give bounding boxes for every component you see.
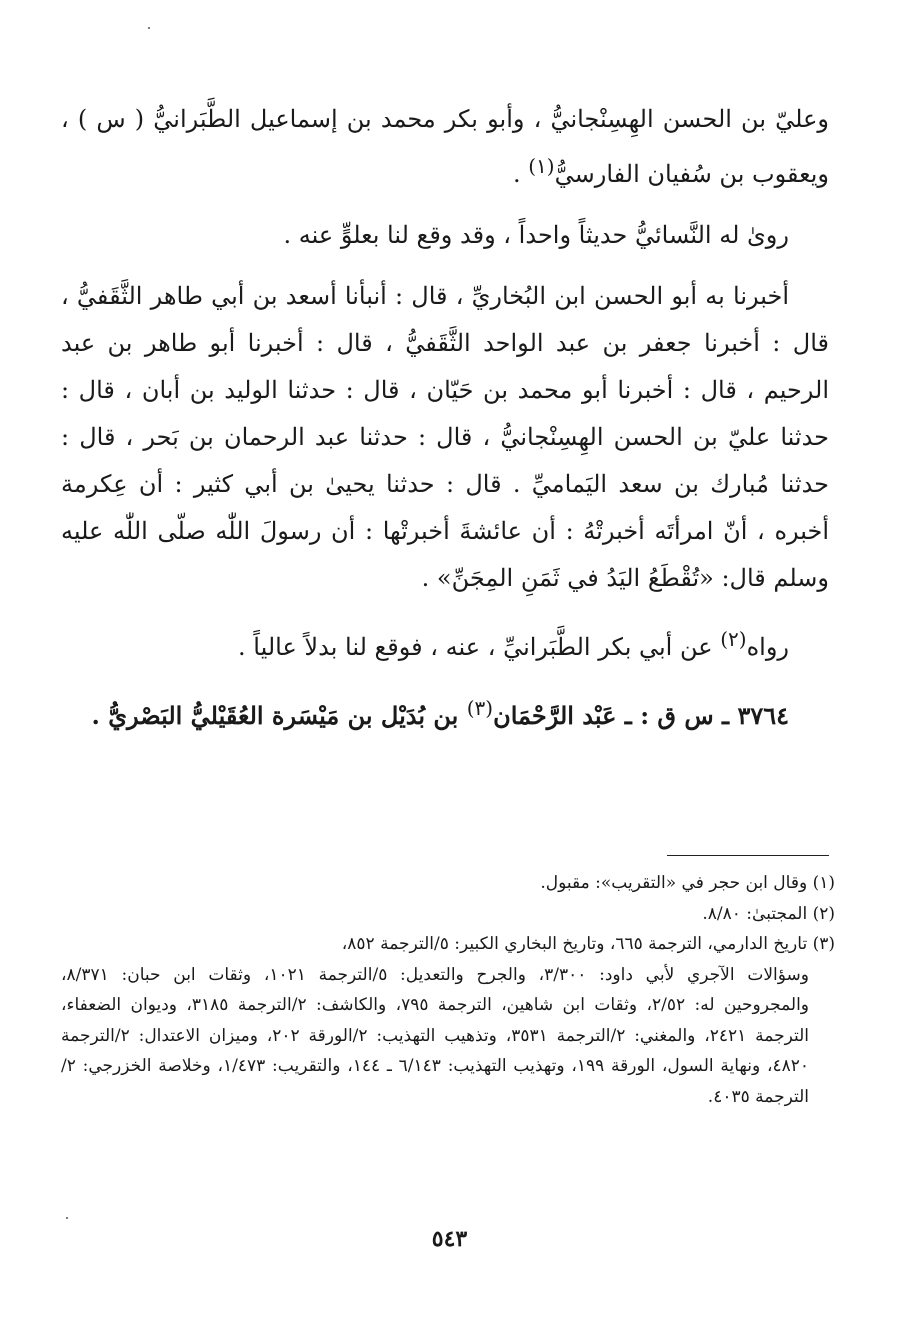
- page-number: ٥٤٣: [431, 1226, 468, 1252]
- paragraph-isnad: أخبرنا به أبو الحسن ابن البُخاريِّ ، قال : أنبأنا أسعد بن أبي طاهر الثَّقَفيُّ ، قال : أخبرنا جعفر بن عبد الواحد الثَّقَفيُّ ، قال : أخبرنا أبو طاهر بن عبد الرحيم ، قال : أخبرنا أبو محمد بن حَيّان ، قال : حدثنا الوليد بن أبان ، قال : حدثنا عليّ بن الحسن الهِسِنْجانيُّ ، قال : حدثنا عبد الرحمان بن بَحر ، قال : حدثنا مُبارك بن سعد اليَماميِّ . قال : حدثنا يحيىٰ بن أبي كثير : أن عِكرمة أخبره ، أنّ امرأتَه أخبرتْهُ : أن عائشةَ أخبرتْها : أن رسولَ اللّٰه صلّى اللّٰه عليه وسلم قال: «تُقْطَعُ اليَدُ في ثَمَنِ المِجَنِّ» .: [61, 282, 830, 592]
- paragraph-riwayah: [61, 616, 829, 671]
- riwayah-start: رواه: [746, 633, 789, 661]
- paragraph-narrators: [61, 96, 829, 198]
- footnote-2: (٢) المجتبىٰ: ٨/٨٠.: [702, 903, 835, 924]
- riwayah-text: عن أبي بكر الطَّبَرانيِّ ، عنه ، فوقع لنا بدلاً عالياً .: [238, 633, 721, 661]
- footnote-1: (١) وقال ابن حجر في «التقريب»: مقبول.: [540, 873, 835, 893]
- scan-speck: [148, 27, 150, 29]
- entry-name-a: ـ عَبْد الرَّحْمَان: [493, 701, 641, 730]
- narrators-end: .: [512, 160, 529, 188]
- footnote-3-rest: وسؤالات الآجري لأبي داود: ٣/٣٠٠، والجرح والتعديل: ٥/الترجمة ١٠٢١، وثقات ابن حبان: ٨/٣٧١، والمجروحين له: ٢/٥٢، وثقات ابن شاهين، الترجمة ٧٩٥، والكاشف: ٢/الترجمة ٣١٨٥، وديوان الضعفاء، الترجمة ٢٤٢١، والمغني: ٢/الترجمة ٣٥٣١، وتذهيب التهذيب: ٢/الورقة ٢٠٢، وميزان الاعتدال: ٢/الترجمة ٤٨٢٠، ونهاية السول، الورقة ١٩٩، وتهذيب التهذيب: ٦/١٤٣ ـ ١٤٤، والتقريب: ١/٤٧٣، وخلاصة الخزرجي: ٢/الترجمة ٤٠٣٥.: [61, 964, 810, 1107]
- scan-speck: [66, 1217, 68, 1219]
- paragraph-nasai: روىٰ له النَّسائيُّ حديثاً واحداً ، وقد وقع لنا بعلوٍّ عنه .: [283, 221, 789, 249]
- footnote-3-first: (٣) تاريخ الدارمي، الترجمة ٦٦٥، وتاريخ البخاري الكبير: ٥/الترجمة ٨٥٢،: [341, 934, 835, 954]
- footnote-ref-2: (٢): [720, 627, 747, 651]
- narrators-text: وعليّ بن الحسن الهِسِنْجانيُّ ، وأبو بكر محمد بن إسماعيل الطَّبَرانيُّ ( س ) ، ويعقوب بن سُفيان الفارسيُّ: [61, 105, 830, 188]
- footnote-ref-3: (٣): [466, 696, 494, 720]
- main-text: [61, 96, 829, 740]
- footnote-ref-1: (١): [528, 154, 555, 178]
- entry-number: ٣٧٦٤ ـ س ق :: [640, 701, 789, 730]
- footnote-3: [61, 929, 835, 1112]
- entry-name-b: بن بُدَيْل بن مَيْسَرة العُقَيْليُّ البَصْريُّ .: [91, 701, 467, 730]
- footnote-separator: [667, 855, 829, 856]
- footnotes: [61, 868, 835, 1112]
- entry-heading: [61, 685, 829, 740]
